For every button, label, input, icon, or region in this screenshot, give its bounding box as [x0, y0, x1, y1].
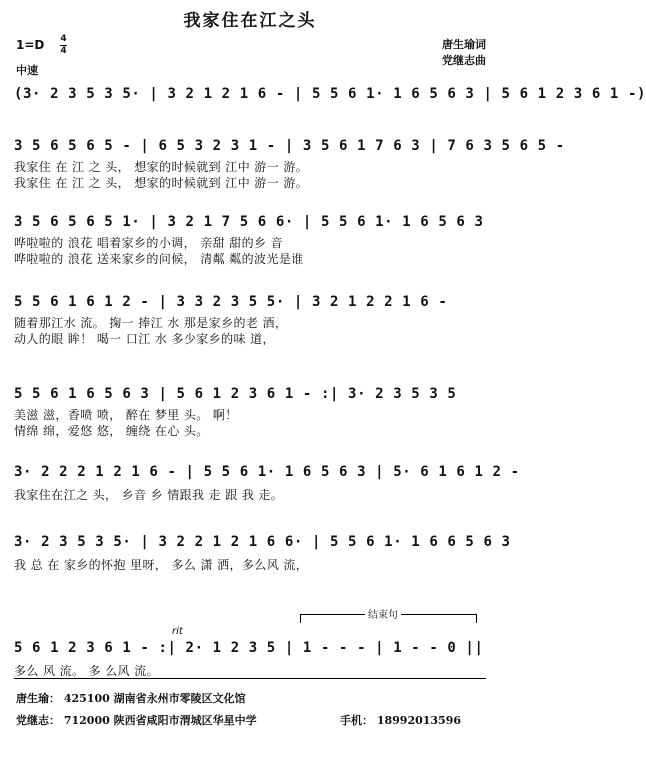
notation-system-4: 5 5 6 1 6 1 2 - | 3 3 2 3 5 5· | 3 2 1 2 2 1 6 -: [14, 294, 448, 310]
lyric-line-8: 多么 风 流。 多 么风 流。: [14, 664, 160, 678]
lyric-line-2a: 我家住 在 江 之 头， 想家的时候就到 江中 游一 游。: [14, 160, 309, 174]
lyric-line-7: 我 总 在 家乡的怀抱 里呀， 多么 潇 洒，多么风 流，: [14, 558, 309, 572]
lyric-line-6: 我家住在江之 头， 乡音 乡 情跟我 走 跟 我 走。: [14, 488, 284, 502]
notation-system-5: 5 5 6 1 6 5 6 3 | 5 6 1 2 3 6 1 - :| 3· 2 3 5 3 5: [14, 386, 457, 402]
ending-label: 结束句: [365, 606, 401, 621]
lyric-line-4b: 动人的眼 眸！ 喝一 口江 水 多少家乡的味 道，: [14, 332, 275, 346]
footer-composer-address: 党继志： 712000 陕西省咸阳市渭城区华星中学: [16, 714, 257, 727]
lyric-line-4a: 随着那江水 流。 掬一 捧江 水 那是家乡的老 酒，: [14, 316, 288, 330]
lyric-line-3b: 哗啦啦的 浪花 送来家乡的问候， 清粼 粼的波光是谁: [14, 252, 304, 266]
lyric-line-3a: 哗啦啦的 浪花 唱着家乡的小调， 亲甜 甜的乡 音: [14, 236, 284, 250]
meter-top: 4: [60, 34, 67, 44]
meter-bottom: 4: [60, 46, 67, 56]
page-title: 我家住在江之头: [183, 11, 317, 31]
footer-divider: [14, 678, 486, 679]
notation-system-1: (3· 2 3 5 3 5· | 3 2 1 2 1 6 - | 5 5 6 1· 1 6 5 6 3 | 5 6 1 2 3 6 1 -): [14, 86, 646, 102]
footer-lyricist-address: 唐生瑜： 425100 湖南省永州市零陵区文化馆: [16, 692, 246, 705]
lyric-line-2b: 我家住 在 江 之 头， 想家的时候就到 江中 游一 游。: [14, 176, 309, 190]
notation-system-3: 3 5 6 5 6 5 1· | 3 2 1 7 5 6 6· | 5 5 6 1· 1 6 5 6 3: [14, 214, 484, 230]
notation-system-8: 5 6 1 2 3 6 1 - :| 2· 1 2 3 5 | 1 - - - | 1 - - 0 ||: [14, 640, 484, 656]
notation-system-6: 3· 2 2 2 1 2 1 6 - | 5 5 6 1· 1 6 5 6 3 | 5· 6 1 6 1 2 -: [14, 464, 520, 480]
lyricist-credit: 唐生瑜词: [442, 38, 486, 51]
lyric-line-5b: 情绵 绵，爱悠 悠， 缠绕 在心 头。: [14, 424, 209, 438]
lyric-line-5a: 美滋 滋，香喷 喷， 醉在 梦里 头。 啊！: [14, 408, 238, 422]
key-signature: 1=D: [16, 38, 45, 52]
time-signature: [60, 35, 67, 56]
notation-system-2: 3 5 6 5 6 5 - | 6 5 3 2 3 1 - | 3 5 6 1 7 6 3 | 7 6 3 5 6 5 -: [14, 138, 565, 154]
notation-system-7: 3· 2 3 5 3 5· | 3 2 2 1 2 1 6 6· | 5 5 6 1· 1 6 6 5 6 3: [14, 534, 511, 550]
ritardando-mark: rit: [172, 626, 183, 637]
footer-phone: 手机： 18992013596: [340, 714, 462, 727]
tempo-marking: 中速: [16, 64, 38, 77]
composer-credit: 党继志曲: [442, 54, 486, 67]
